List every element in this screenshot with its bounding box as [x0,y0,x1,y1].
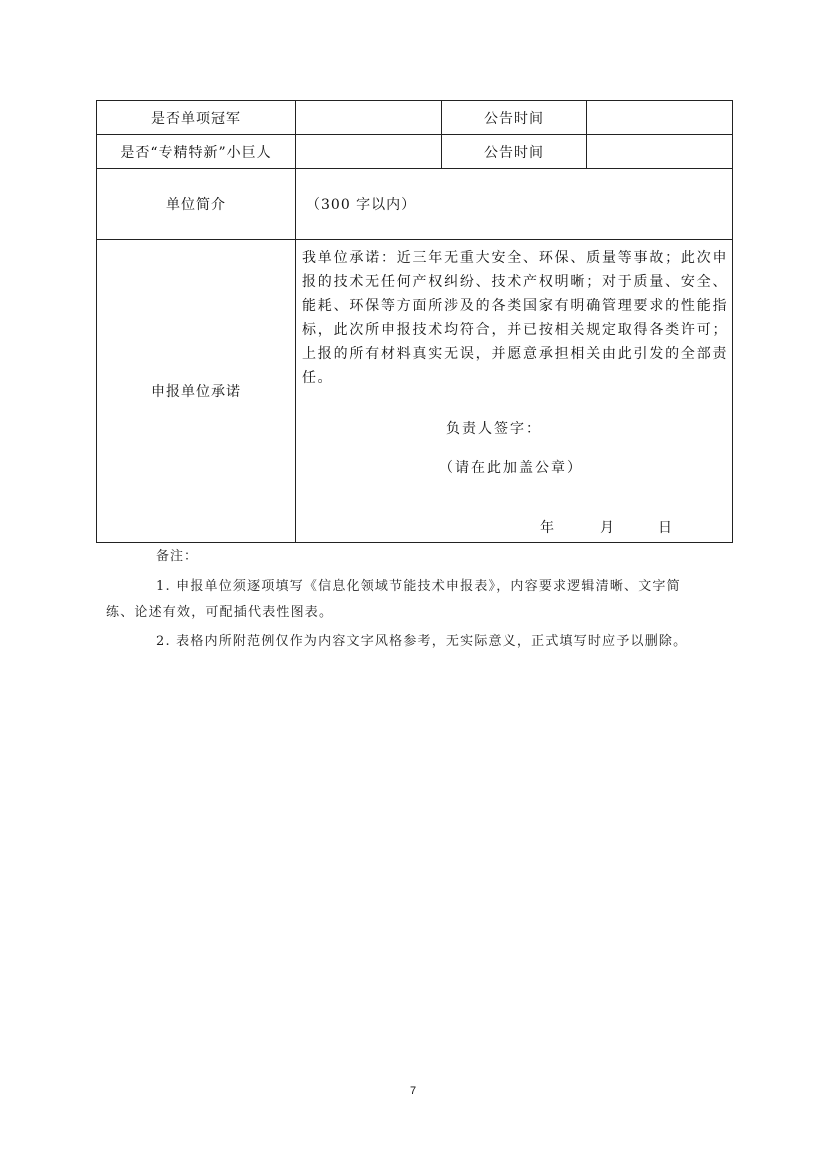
note-1-line-2: 练、论述有效，可配插代表性图表。 [106,605,334,620]
page-number: 7 [409,1085,417,1097]
commitment-text: 我单位承诺：近三年无重大安全、环保、质量等事故；此次申报的技术无任何产权纠纷、技术产权明晰；对于质量、安全、能耗、环保等方面所涉及的各类国家有明确管理要求的性能指标，此次所申报技术均符合，并已按相关规定取得各类许可；上报的所有材料真实无误，并愿意承担相关由此引发的全部责任。 [302,250,728,386]
little-giant-field[interactable] [296,135,442,169]
application-form-table [96,100,733,543]
announce-time-label: 公告时间 [442,135,587,169]
announce-time-field[interactable] [587,101,733,135]
announce-time-field[interactable] [587,135,733,169]
single-champion-field[interactable] [296,101,442,135]
commitment-row [97,240,733,543]
commitment-cell [296,240,733,543]
date-month-label: 月 [600,520,614,536]
notes-title: 备注： [156,549,199,564]
signature-label: 负责人签字： [446,421,542,437]
little-giant-row [97,135,733,169]
note-item-2: 2. 表格内所附范例仅作为内容文字风格参考，无实际意义，正式填写时应予以删除。 [156,634,688,649]
note-item-1 [106,574,716,626]
date-day-label: 日 [658,520,672,536]
single-champion-label: 是否单项冠军 [97,101,296,135]
announce-time-label: 公告时间 [442,101,587,135]
commitment-label: 申报单位承诺 [97,240,296,543]
note-1-line-1: 1. 申报单位须逐项填写《信息化领域节能技术申报表》，内容要求逻辑清晰、文字简 [156,579,681,594]
unit-intro-label: 单位简介 [97,169,296,240]
little-giant-label: 是否“专精特新”小巨人 [97,135,296,169]
unit-intro-field[interactable]: （300 字以内） [296,169,733,240]
unit-intro-row [97,169,733,240]
single-champion-row [97,101,733,135]
date-year-label: 年 [540,520,554,536]
seal-instruction: （请在此加盖公章） [439,460,583,476]
